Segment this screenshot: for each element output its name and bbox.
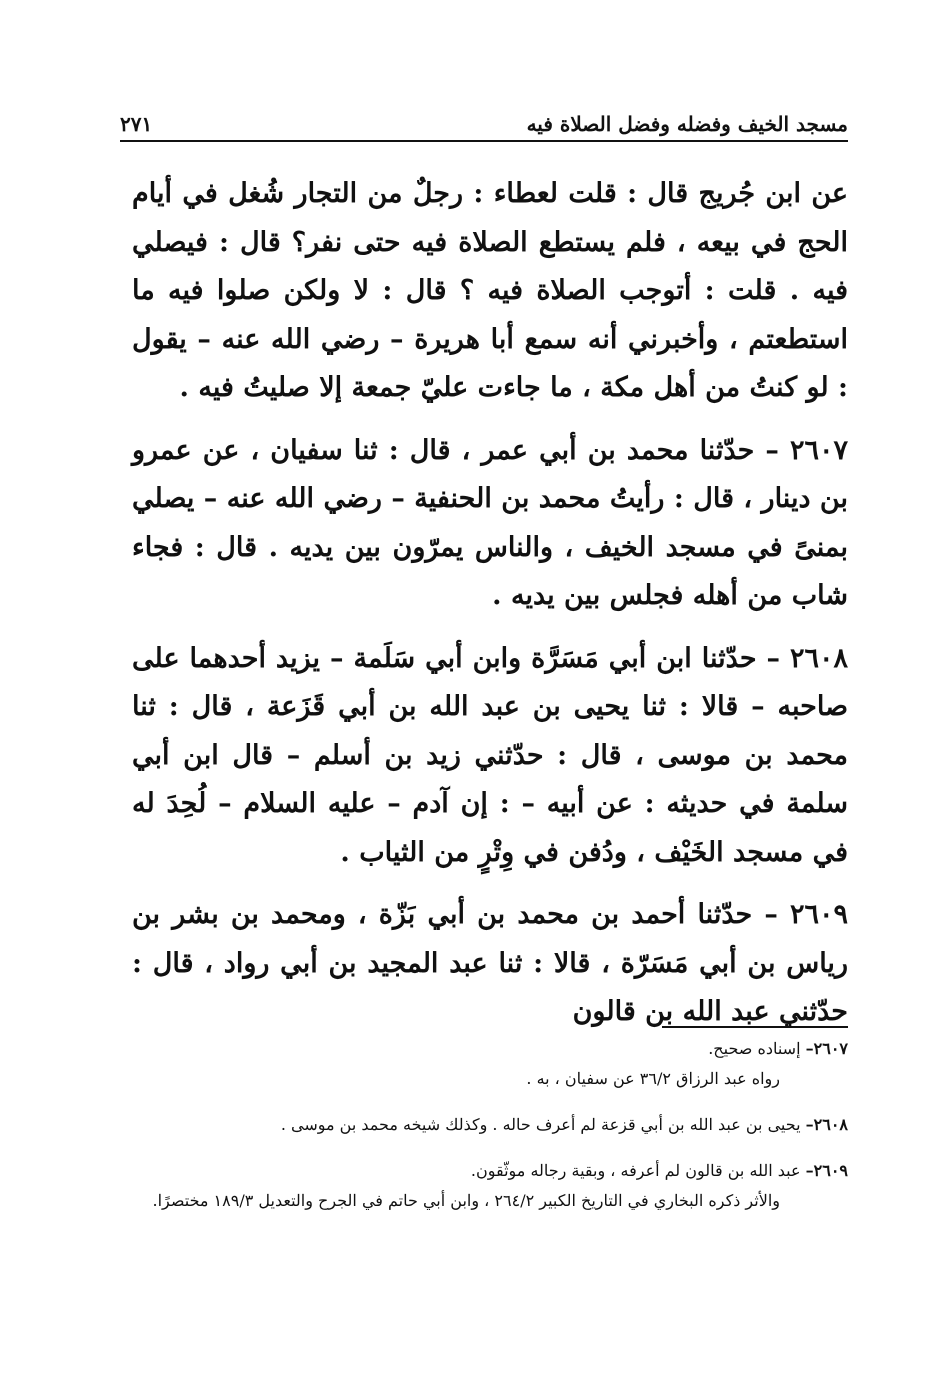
- footnote-number: ٢٦٠٧–: [805, 1039, 848, 1058]
- hadith-2609: ٢٦٠٩ – حدّثنا أحمد بن محمد بن أبي بَزّة ، ومحمد بن بشر بن رياس بن أبي مَسَرّة ، قالا : ثنا عبد المجيد بن أبي رواد ، قال : حدّثني عبد الله بن قالون: [132, 899, 848, 1027]
- hadith-2608: ٢٦٠٨ – حدّثنا ابن أبي مَسَرَّة وابن أبي سَلَمة – يزيد أحدهما على صاحبه – قالا : ثنا يحيى بن عبد الله بن أبي قَزَعة ، قال : ثنا محمد بن موسى ، قال : حدّثني زيد بن أسلم – قال ابن أبي سلمة في حديثه : عن أبيه – : إن آدم – عليه السلام – لُحِدَ له في مسجد الخَيْف ، ودُفن في وِتْرٍ من الثياب .: [132, 642, 848, 868]
- footnote-divider: [662, 1026, 848, 1028]
- footnote-text: عبد الله بن قالون لم أعرفه ، وبقية رجاله موثّقون.: [470, 1161, 801, 1180]
- footnote-2607: [130, 1034, 848, 1094]
- footnote-2609: [130, 1156, 848, 1216]
- footnote-2608: [130, 1110, 848, 1140]
- running-header: [120, 96, 848, 136]
- footnote-number: ٢٦٠٩–: [805, 1161, 848, 1180]
- page-number: ٢٧١: [120, 112, 153, 136]
- header-divider: [120, 140, 848, 142]
- footnote-text: يحيى بن عبد الله بن أبي قزعة لم أعرف حاله . وكذلك شيخه محمد بن موسى .: [280, 1115, 801, 1134]
- footnote-continuation: رواه عبد الرزاق ٣٦/٢ عن سفيان ، به .: [526, 1069, 780, 1088]
- hadith-2607: ٢٦٠٧ – حدّثنا محمد بن أبي عمر ، قال : ثنا سفيان ، عن عمرو بن دينار ، قال : رأيتُ محمد بن الحنفية – رضي الله عنه – يصلي بمنىً في مسجد الخيف ، والناس يمرّون بين يديه . قال : فجاء شاب من أهله فجلس بين يديه .: [132, 434, 848, 611]
- footnotes: [130, 1034, 848, 1232]
- footnote-continuation: والأثر ذكره البخاري في التاريخ الكبير ٢٦٤/٢ ، وابن أبي حاتم في الجرح والتعديل ١٨٩/٣ مختصرًا.: [152, 1191, 780, 1210]
- main-text: [132, 170, 848, 1051]
- footnote-text: إسناده صحيح.: [708, 1039, 801, 1058]
- paragraph: عن ابن جُريج قال : قلت لعطاء : رجلٌ من التجار شُغل في أيام الحج في بيعه ، فلم يستطع الصلاة فيه حتى نفر؟ قال : فيصلي فيه . قلت : أتوجب الصلاة فيه ؟ قال : لا ولكن صلوا فيه ما استطعتم ، وأخبرني أنه سمع أبا هريرة – رضي الله عنه – يقول : لو كنتُ من أهل مكة ، ما جاءت عليّ جمعة إلا صليتُ فيه .: [132, 178, 848, 403]
- header-title: مسجد الخيف وفضله وفضل الصلاة فيه: [526, 112, 848, 136]
- footnote-number: ٢٦٠٨–: [805, 1115, 848, 1134]
